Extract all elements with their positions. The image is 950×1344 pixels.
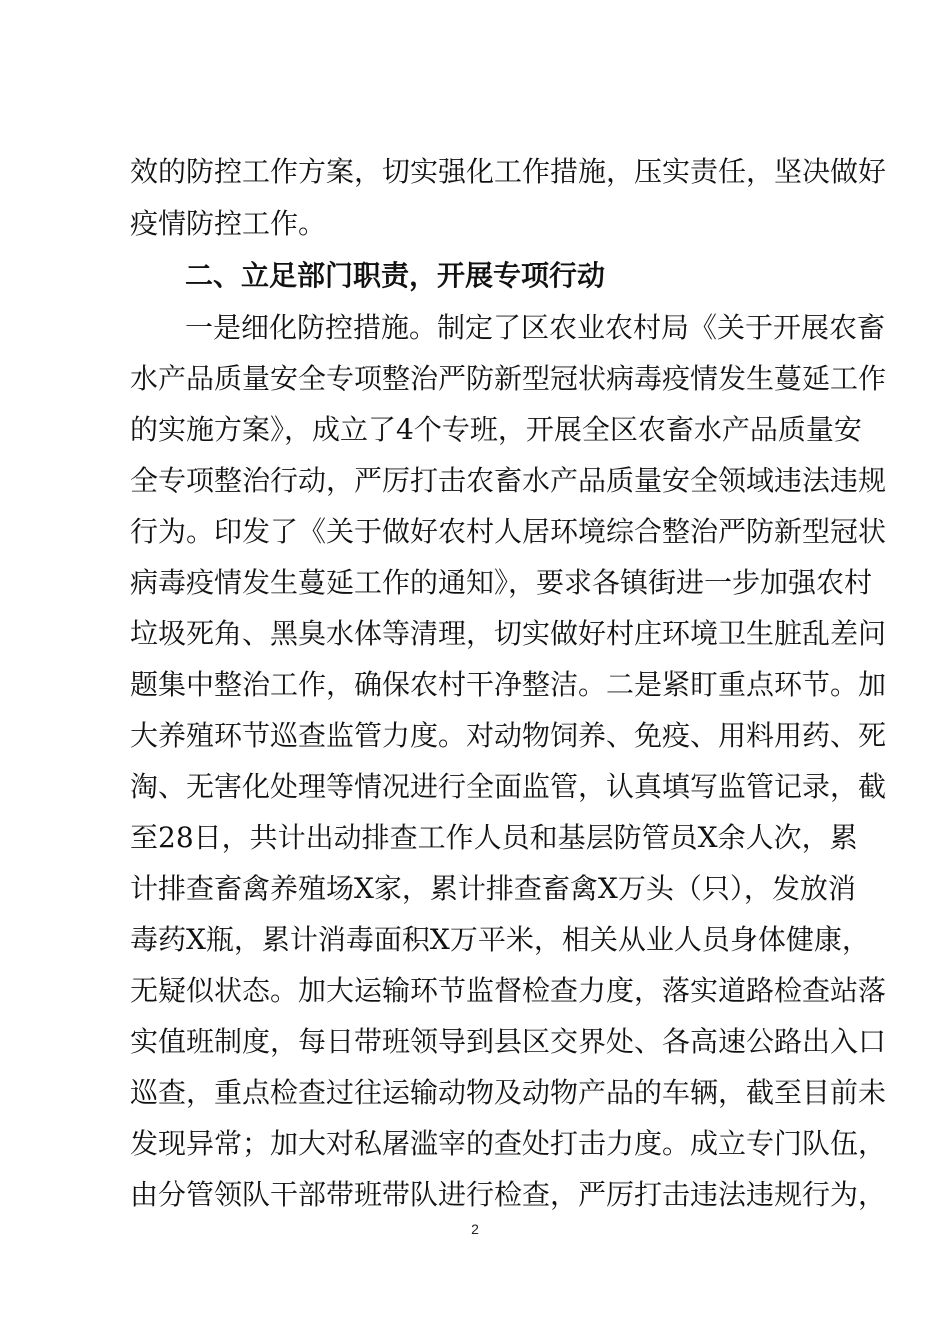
paragraph-line: 题集中整治工作，确保农村干净整洁。二是紧盯重点环节。加	[130, 668, 887, 701]
paragraph-line: 水产品质量安全专项整治严防新型冠状病毒疫情发生蔓延工作	[130, 362, 887, 395]
paragraph-line: 发现异常；加大对私屠滥宰的查处打击力度。成立专门队伍，	[130, 1127, 887, 1160]
page-number: 2	[471, 1221, 479, 1237]
paragraph-line: 毒药X瓶，累计消毒面积X万平米，相关从业人员身体健康，	[130, 923, 870, 956]
paragraph-line: 实值班制度，每日带班领导到县区交界处、各高速公路出入口	[130, 1025, 887, 1058]
paragraph-line: 无疑似状态。加大运输环节监督检查力度，落实道路检查站落	[130, 974, 887, 1007]
paragraph-line: 效的防控工作方案，切实强化工作措施，压实责任，坚决做好	[130, 155, 887, 188]
paragraph-line: 全专项整治行动，严厉打击农畜水产品质量安全领域违法违规	[130, 464, 887, 497]
paragraph-line: 垃圾死角、黑臭水体等清理，切实做好村庄环境卫生脏乱差问	[130, 617, 887, 650]
section-heading: 二、立足部门职责，开展专项行动	[185, 259, 606, 292]
paragraph-line: 大养殖环节巡查监管力度。对动物饲养、免疫、用料用药、死	[130, 719, 887, 752]
paragraph-line: 一是细化防控措施。制定了区农业农村局《关于开展农畜	[185, 311, 886, 344]
paragraph-line: 计排查畜禽养殖场X家，累计排查畜禽X万头（只），发放消	[130, 872, 856, 905]
paragraph-line: 由分管领队干部带班带队进行检查，严厉打击违法违规行为，	[130, 1178, 887, 1211]
paragraph-line: 行为。印发了《关于做好农村人居环境综合整治严防新型冠状	[130, 515, 887, 548]
paragraph-line: 病毒疫情发生蔓延工作的通知》，要求各镇街进一步加强农村	[130, 566, 873, 599]
paragraph-line: 的实施方案》，成立了4个专班，开展全区农畜水产品质量安	[130, 413, 862, 446]
paragraph-line: 巡查，重点检查过往运输动物及动物产品的车辆，截至目前未	[130, 1076, 887, 1109]
paragraph-line: 至28日，共计出动排查工作人员和基层防管员X余人次，累	[130, 821, 858, 854]
paragraph-line: 淘、无害化处理等情况进行全面监管，认真填写监管记录，截	[130, 770, 887, 803]
paragraph-line: 疫情防控工作。	[130, 207, 327, 240]
